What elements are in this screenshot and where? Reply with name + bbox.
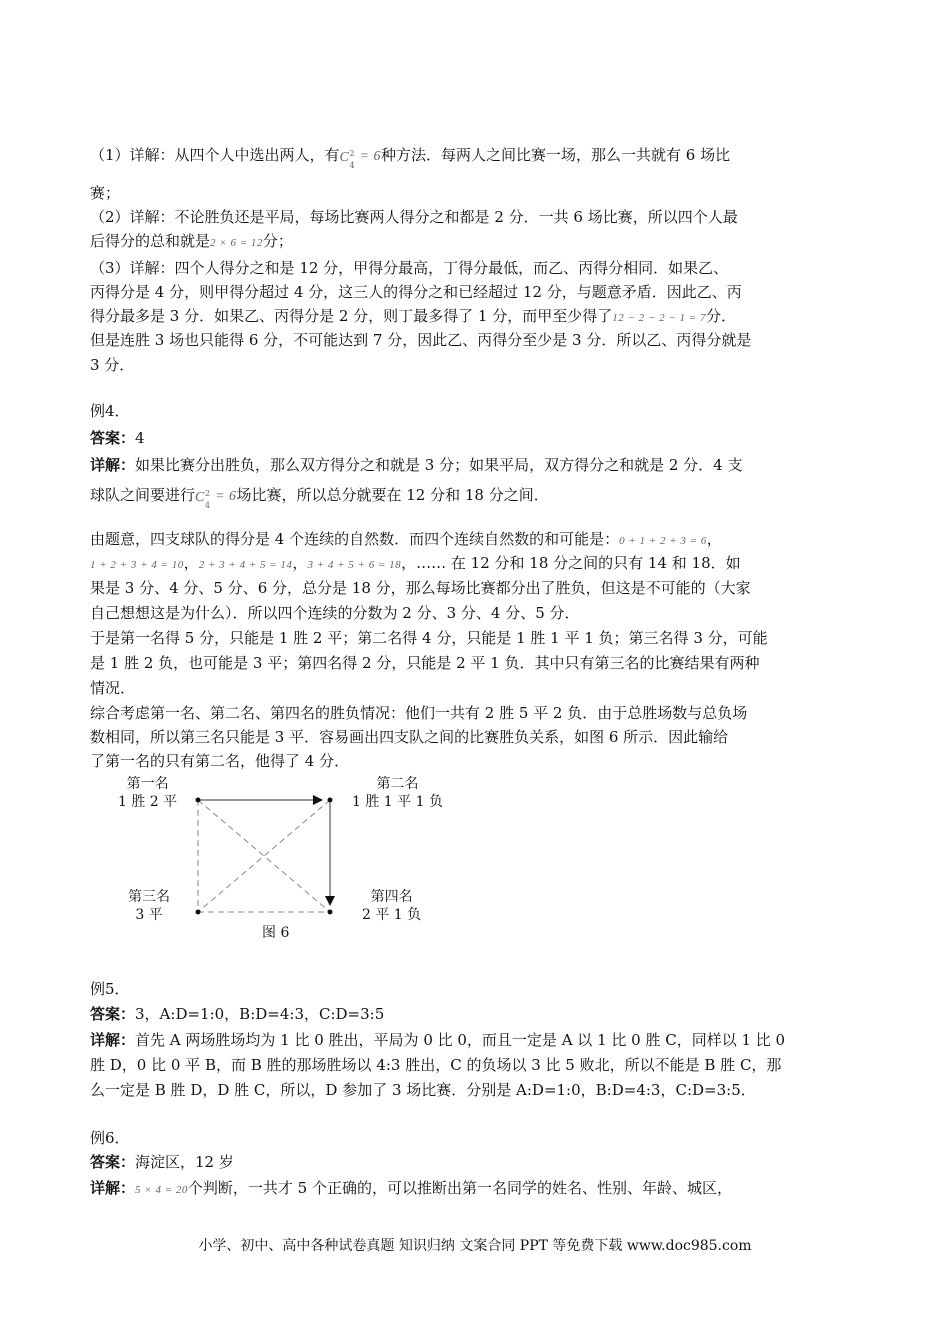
figure-6-diagram — [100, 770, 460, 950]
example6-title: 例6． — [90, 1129, 130, 1147]
example6-answer: 答案：海淀区，12 岁 — [90, 1153, 234, 1171]
formula-sum-2-5: 2 + 3 + 4 + 5 = 14 — [198, 559, 293, 571]
part3-line4: 但是连胜 3 场也只能得 6 分，不可能达到 7 分，因此乙、丙得分至少是 3 分．所以乙、丙得分就是 — [90, 331, 752, 349]
example5-answer: 答案：3，A:D=1:0，B:D=4:3，C:D=3:5 — [90, 1005, 385, 1023]
example5-detail-line1: 详解：首先 A 两场胜场均为 1 比 0 胜出，平局为 0 比 0，而且一定是 A 以 1 比 0 胜 C，同样以 1 比 0 — [90, 1031, 786, 1049]
figure-caption: 图 6 — [262, 925, 290, 941]
label-fourth: 第四名 2 平 1 负 — [362, 889, 422, 923]
example4-para3-line1: 综合考虑第一名、第二名、第四名的胜负情况：他们一共有 2 胜 5 平 2 负．由于总胜场数与总负场 — [90, 704, 748, 722]
part1-line1 — [90, 142, 820, 170]
example4-para1-line2: 1 + 2 + 3 + 4 = 10，2 + 3 + 4 + 5 = 14，3 + 4 + 5 + 6 = 18，…… 在 12 分和 18 分之间的只有 14 和 18．如 — [90, 554, 741, 572]
formula-sum-0-3: 0 + 1 + 2 + 3 = 6 — [619, 535, 707, 547]
part1-line1-cont: 赛； — [90, 184, 121, 202]
formula-judgements: 5 × 4 = 20 — [135, 1184, 188, 1196]
example4-answer: 答案：4 — [90, 429, 145, 447]
formula-equals: = 6 — [359, 149, 381, 164]
part3-line3: 得分最多是 3 分．如果乙、丙得分是 2 分，则丁最多得了 1 分，而甲至少得了12 − 2 − 2 − 1 = 7分． — [90, 307, 736, 325]
formula-min-score: 12 − 2 − 2 − 1 = 7 — [612, 312, 706, 324]
formula-sum-3-6: 3 + 4 + 5 + 6 = 18 — [307, 559, 402, 571]
node-first — [196, 798, 201, 803]
example4-para2-line2: 是 1 胜 2 负，也可能是 3 平；第四名得 2 分，只能是 2 平 1 负．其中只有第三名的比赛结果有两种 — [90, 654, 760, 672]
combination-formula: C 2 4 — [195, 489, 211, 510]
part3-line2: 丙得分是 4 分，则甲得分超过 4 分，这三人的得分之和已经超过 12 分，与题意矛盾．因此乙、丙 — [90, 283, 742, 301]
example5-title: 例5． — [90, 980, 130, 998]
label-first: 第一名 1 胜 2 平 — [118, 776, 178, 810]
example4-para1-line3: 果是 3 分、4 分、5 分、6 分，总分是 18 分，那么每场比赛都分出了胜负，但这是不可能的（大家 — [90, 579, 751, 597]
page-footer: 小学、初中、高中各种试卷真题 知识归纳 文案合同 PPT 等免费下载 www.doc985.com — [198, 1238, 752, 1254]
example4-para2-line3: 情况． — [90, 679, 136, 697]
example4-para1-line1: 由题意，四支球队的得分是 4 个连续的自然数．而四个连续自然数的和可能是：0 + 1 + 2 + 3 = 6， — [90, 530, 722, 548]
formula-sum-1-4: 1 + 2 + 3 + 4 = 10 — [90, 559, 184, 571]
node-fourth — [328, 910, 333, 915]
example4-para3-line2: 数相同，所以第三名只能是 3 平．容易画出四支队之间的比赛胜负关系，如图 6 所示．因此输给 — [90, 728, 729, 746]
label-third: 第三名 3 平 — [128, 889, 170, 923]
node-second — [328, 798, 333, 803]
example5-detail-line3: 么一定是 B 胜 D，D 胜 C，所以，D 参加了 3 场比赛．分别是 A:D=1:0，B:D=4:3，C:D=3:5． — [90, 1081, 756, 1099]
example4-para2-line1: 于是第一名得 5 分，只能是 1 胜 2 平；第二名得 4 分，只能是 1 胜 1 平 1 负；第三名得 3 分，可能 — [90, 629, 768, 647]
part3-line1: （3）详解：四个人得分之和是 12 分，甲得分最高，丁得分最低，而乙、丙得分相同．如果乙、 — [90, 259, 729, 277]
example4-detail-line2: 球队之间要进行 C 2 4 = 6场比赛，所以总分就要在 12 分和 18 分之间． — [90, 486, 549, 510]
node-third — [196, 910, 201, 915]
part2-line2: 后得分的总和就是2 × 6 = 12分； — [90, 232, 293, 250]
example4-para3-line3: 了第一名的只有第二名，他得了 4 分． — [90, 752, 350, 770]
part1-text: 种方法．每两人之间比赛一场，那么一共就有 6 场比 — [381, 146, 731, 164]
example4-title: 例4． — [90, 402, 130, 420]
combination-formula: C 2 4 — [339, 149, 355, 170]
formula-total-score: 2 × 6 = 12 — [210, 237, 263, 249]
label-second: 第二名 1 胜 1 平 1 负 — [352, 776, 443, 810]
example4-detail-line1: 详解：如果比赛分出胜负，那么双方得分之和就是 3 分；如果平局，双方得分之和就是 2 分．4 支 — [90, 456, 743, 474]
example6-detail-line1: 详解：5 × 4 = 20个判断，一共才 5 个正确的，可以推断出第一名同学的姓名、性别、年龄、城区， — [90, 1179, 732, 1197]
part3-line5: 3 分． — [90, 356, 135, 374]
part1-text: （1）详解：从四个人中选出两人，有 — [90, 146, 340, 164]
example4-para1-line4: 自己想想这是为什么）．所以四个连续的分数为 2 分、3 分、4 分、5 分． — [90, 604, 580, 622]
part2-line1: （2）详解：不论胜负还是平局，每场比赛两人得分之和都是 2 分．一共 6 场比赛，所以四个人最 — [90, 208, 738, 226]
example5-detail-line2: 胜 D，0 比 0 平 B，而 B 胜的那场胜场以 4:3 胜出，C 的负场以 3 比 5 败北，所以不能是 B 胜 C，那 — [90, 1056, 782, 1074]
